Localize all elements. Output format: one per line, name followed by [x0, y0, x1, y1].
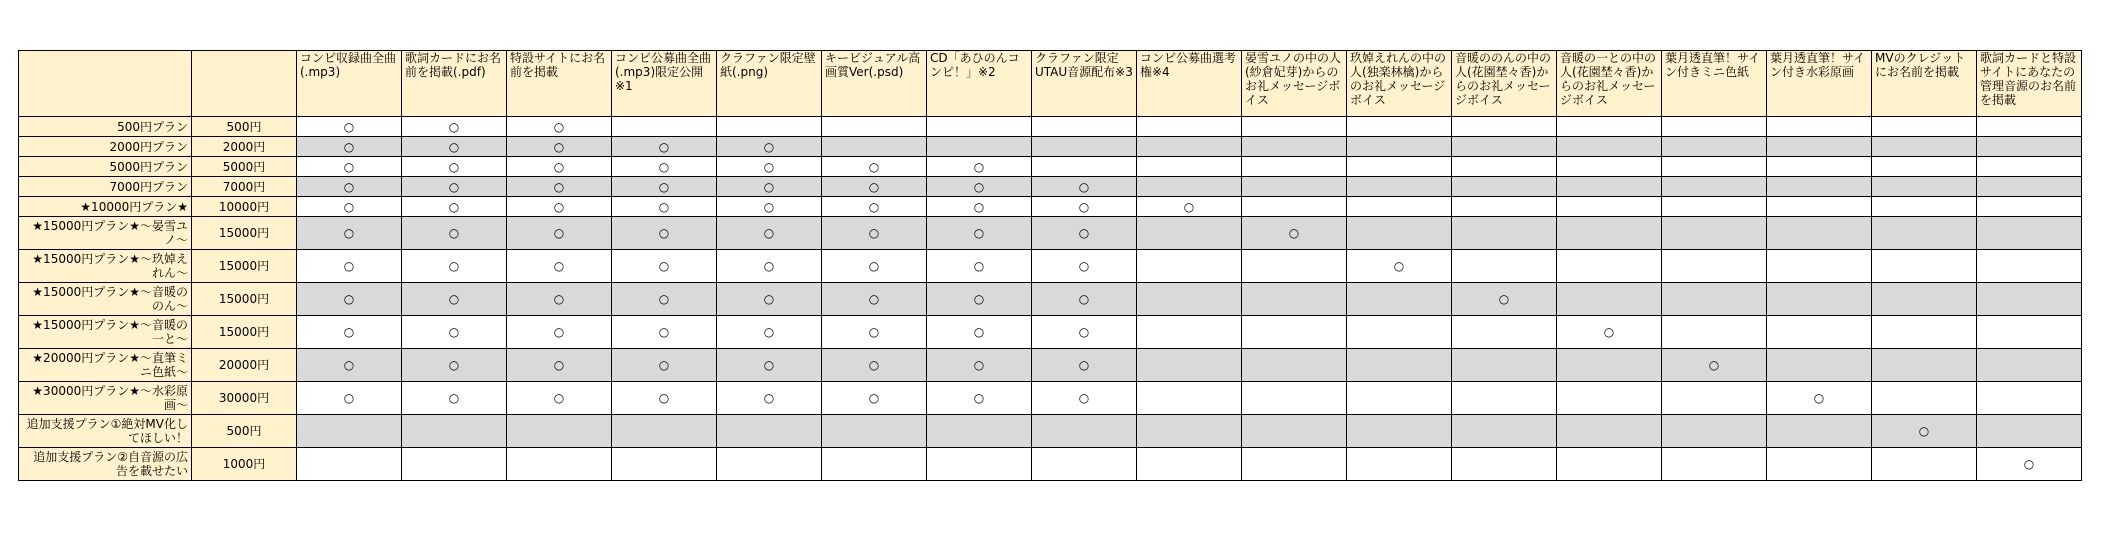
included-mark-cell[interactable]: ○ [1767, 382, 1872, 415]
empty-cell[interactable] [1872, 177, 1977, 197]
included-mark-cell[interactable]: ○ [507, 349, 612, 382]
empty-cell[interactable] [1557, 250, 1662, 283]
empty-cell[interactable] [1242, 382, 1347, 415]
included-mark-cell[interactable]: ○ [402, 283, 507, 316]
empty-cell[interactable] [1977, 250, 2082, 283]
empty-cell[interactable] [1662, 316, 1767, 349]
included-mark-cell[interactable]: ○ [612, 283, 717, 316]
empty-cell[interactable] [822, 448, 927, 481]
empty-cell[interactable] [717, 415, 822, 448]
plan-name-cell[interactable]: ★15000円プラン★～音暖ののん～ [19, 283, 192, 316]
empty-cell[interactable] [1137, 157, 1242, 177]
table-row [19, 157, 2082, 177]
empty-cell[interactable] [1242, 316, 1347, 349]
plan-price-cell[interactable]: 15000円 [192, 283, 297, 316]
empty-cell[interactable] [1557, 157, 1662, 177]
empty-cell[interactable] [1452, 197, 1557, 217]
table-row [19, 197, 2082, 217]
plan-price-cell[interactable]: 2000円 [192, 137, 297, 157]
plan-name-cell[interactable]: 追加支援プラン②自音源の広告を載せたい [19, 448, 192, 481]
column-header[interactable]: クラファン限定壁紙(.png) [717, 51, 822, 117]
empty-cell[interactable] [1872, 197, 1977, 217]
included-mark-cell[interactable]: ○ [822, 250, 927, 283]
empty-cell[interactable] [1767, 217, 1872, 250]
included-mark-cell[interactable]: ○ [717, 217, 822, 250]
empty-cell[interactable] [1137, 448, 1242, 481]
included-mark-cell[interactable]: ○ [402, 197, 507, 217]
empty-cell[interactable] [1767, 197, 1872, 217]
corner-cell-plan[interactable] [19, 51, 192, 117]
included-mark-cell[interactable]: ○ [507, 157, 612, 177]
empty-cell[interactable] [1347, 217, 1452, 250]
empty-cell[interactable] [1242, 117, 1347, 137]
empty-cell[interactable] [1032, 448, 1137, 481]
empty-cell[interactable] [1242, 197, 1347, 217]
included-mark-cell[interactable]: ○ [402, 137, 507, 157]
empty-cell[interactable] [1347, 448, 1452, 481]
empty-cell[interactable] [1242, 448, 1347, 481]
included-mark-cell[interactable]: ○ [1032, 316, 1137, 349]
empty-cell[interactable] [1137, 177, 1242, 197]
empty-cell[interactable] [1977, 349, 2082, 382]
empty-cell[interactable] [927, 448, 1032, 481]
empty-cell[interactable] [1872, 283, 1977, 316]
empty-cell[interactable] [507, 415, 612, 448]
plan-price-cell[interactable]: 30000円 [192, 382, 297, 415]
included-mark-cell[interactable]: ○ [1032, 349, 1137, 382]
included-mark-cell[interactable]: ○ [927, 250, 1032, 283]
included-mark-cell[interactable]: ○ [402, 177, 507, 197]
included-mark-cell[interactable]: ○ [1032, 177, 1137, 197]
included-mark-cell[interactable]: ○ [717, 283, 822, 316]
empty-cell[interactable] [1137, 349, 1242, 382]
empty-cell[interactable] [1662, 448, 1767, 481]
included-mark-cell[interactable]: ○ [402, 157, 507, 177]
table-row [19, 283, 2082, 316]
included-mark-cell[interactable]: ○ [1032, 283, 1137, 316]
empty-cell[interactable] [1242, 415, 1347, 448]
empty-cell[interactable] [1977, 117, 2082, 137]
included-mark-cell[interactable]: ○ [612, 349, 717, 382]
empty-cell[interactable] [1767, 415, 1872, 448]
empty-cell[interactable] [1767, 157, 1872, 177]
included-mark-cell[interactable]: ○ [297, 117, 402, 137]
included-mark-cell[interactable]: ○ [1872, 415, 1977, 448]
plan-comparison-table [18, 50, 2082, 481]
empty-cell[interactable] [1452, 349, 1557, 382]
empty-cell[interactable] [1662, 217, 1767, 250]
table-row [19, 349, 2082, 382]
included-mark-cell[interactable]: ○ [927, 217, 1032, 250]
included-mark-cell[interactable]: ○ [1662, 349, 1767, 382]
included-mark-cell[interactable]: ○ [717, 177, 822, 197]
empty-cell[interactable] [927, 415, 1032, 448]
included-mark-cell[interactable]: ○ [297, 217, 402, 250]
empty-cell[interactable] [1137, 117, 1242, 137]
empty-cell[interactable] [1662, 250, 1767, 283]
plan-price-cell[interactable]: 500円 [192, 415, 297, 448]
empty-cell[interactable] [1662, 137, 1767, 157]
included-mark-cell[interactable]: ○ [402, 217, 507, 250]
empty-cell[interactable] [1557, 448, 1662, 481]
included-mark-cell[interactable]: ○ [822, 197, 927, 217]
empty-cell[interactable] [1347, 349, 1452, 382]
empty-cell[interactable] [927, 137, 1032, 157]
empty-cell[interactable] [1557, 117, 1662, 137]
empty-cell[interactable] [1767, 316, 1872, 349]
empty-cell[interactable] [1452, 217, 1557, 250]
included-mark-cell[interactable]: ○ [402, 316, 507, 349]
empty-cell[interactable] [1977, 283, 2082, 316]
plan-name-cell[interactable]: 500円プラン [19, 117, 192, 137]
included-mark-cell[interactable]: ○ [927, 349, 1032, 382]
plan-name-cell[interactable]: ★10000円プラン★ [19, 197, 192, 217]
corner-cell-price[interactable] [192, 51, 297, 117]
included-mark-cell[interactable]: ○ [717, 197, 822, 217]
included-mark-cell[interactable]: ○ [612, 157, 717, 177]
empty-cell[interactable] [1452, 382, 1557, 415]
empty-cell[interactable] [1137, 137, 1242, 157]
empty-cell[interactable] [1137, 316, 1242, 349]
included-mark-cell[interactable]: ○ [822, 349, 927, 382]
plan-name-cell[interactable]: 5000円プラン [19, 157, 192, 177]
empty-cell[interactable] [1347, 137, 1452, 157]
plan-name-cell[interactable]: 7000円プラン [19, 177, 192, 197]
empty-cell[interactable] [1767, 250, 1872, 283]
included-mark-cell[interactable]: ○ [822, 316, 927, 349]
empty-cell[interactable] [612, 415, 717, 448]
included-mark-cell[interactable]: ○ [1557, 316, 1662, 349]
included-mark-cell[interactable]: ○ [717, 316, 822, 349]
included-mark-cell[interactable]: ○ [612, 382, 717, 415]
empty-cell[interactable] [1977, 316, 2082, 349]
included-mark-cell[interactable]: ○ [717, 382, 822, 415]
empty-cell[interactable] [1767, 117, 1872, 137]
plan-name-cell[interactable]: ★15000円プラン★～音暖の一と～ [19, 316, 192, 349]
table-row [19, 250, 2082, 283]
plan-price-cell[interactable]: 15000円 [192, 250, 297, 283]
empty-cell[interactable] [1977, 382, 2082, 415]
empty-cell[interactable] [1452, 137, 1557, 157]
included-mark-cell[interactable]: ○ [927, 197, 1032, 217]
included-mark-cell[interactable]: ○ [717, 349, 822, 382]
empty-cell[interactable] [1662, 283, 1767, 316]
empty-cell[interactable] [1557, 177, 1662, 197]
empty-cell[interactable] [297, 415, 402, 448]
included-mark-cell[interactable]: ○ [1347, 250, 1452, 283]
empty-cell[interactable] [1347, 316, 1452, 349]
empty-cell[interactable] [1557, 283, 1662, 316]
empty-cell[interactable] [822, 137, 927, 157]
empty-cell[interactable] [1767, 283, 1872, 316]
included-mark-cell[interactable]: ○ [1977, 448, 2082, 481]
empty-cell[interactable] [1347, 117, 1452, 137]
table-row [19, 382, 2082, 415]
spreadsheet-area [18, 50, 2082, 481]
included-mark-cell[interactable]: ○ [402, 349, 507, 382]
included-mark-cell[interactable]: ○ [507, 316, 612, 349]
empty-cell[interactable] [1977, 415, 2082, 448]
empty-cell[interactable] [612, 448, 717, 481]
included-mark-cell[interactable]: ○ [507, 117, 612, 137]
included-mark-cell[interactable]: ○ [297, 157, 402, 177]
included-mark-cell[interactable]: ○ [402, 382, 507, 415]
included-mark-cell[interactable]: ○ [1137, 197, 1242, 217]
empty-cell[interactable] [822, 117, 927, 137]
column-header[interactable]: クラファン限定UTAU音源配布※3 [1032, 51, 1137, 117]
included-mark-cell[interactable]: ○ [1452, 283, 1557, 316]
included-mark-cell[interactable]: ○ [297, 316, 402, 349]
empty-cell[interactable] [1347, 382, 1452, 415]
empty-cell[interactable] [1242, 177, 1347, 197]
empty-cell[interactable] [1032, 157, 1137, 177]
included-mark-cell[interactable]: ○ [822, 283, 927, 316]
empty-cell[interactable] [1347, 415, 1452, 448]
column-header[interactable]: 玖婥えれんの中の人(独楽林檎)からのお礼メッセージボイス [1347, 51, 1452, 117]
plan-name-cell[interactable]: ★15000円プラン★～玖婥えれん～ [19, 250, 192, 283]
empty-cell[interactable] [1872, 382, 1977, 415]
empty-cell[interactable] [717, 117, 822, 137]
table-row [19, 217, 2082, 250]
empty-cell[interactable] [1662, 197, 1767, 217]
empty-cell[interactable] [1347, 177, 1452, 197]
plan-name-cell[interactable]: 2000円プラン [19, 137, 192, 157]
empty-cell[interactable] [1452, 177, 1557, 197]
column-header[interactable]: キービジュアル高画質Ver(.psd) [822, 51, 927, 117]
empty-cell[interactable] [1767, 177, 1872, 197]
included-mark-cell[interactable]: ○ [927, 382, 1032, 415]
empty-cell[interactable] [1557, 137, 1662, 157]
column-header[interactable]: MVのクレジットにお名前を掲載 [1872, 51, 1977, 117]
included-mark-cell[interactable]: ○ [297, 349, 402, 382]
included-mark-cell[interactable]: ○ [1032, 250, 1137, 283]
empty-cell[interactable] [1452, 448, 1557, 481]
empty-cell[interactable] [1452, 157, 1557, 177]
empty-cell[interactable] [1347, 197, 1452, 217]
included-mark-cell[interactable]: ○ [297, 137, 402, 157]
included-mark-cell[interactable]: ○ [822, 217, 927, 250]
empty-cell[interactable] [1452, 250, 1557, 283]
plan-price-cell[interactable]: 500円 [192, 117, 297, 137]
included-mark-cell[interactable]: ○ [927, 157, 1032, 177]
empty-cell[interactable] [1662, 415, 1767, 448]
empty-cell[interactable] [1662, 382, 1767, 415]
included-mark-cell[interactable]: ○ [717, 137, 822, 157]
column-header[interactable]: 音暖ののんの中の人(花園埜々香)からのお礼メッセージボイス [1452, 51, 1557, 117]
table-row [19, 448, 2082, 481]
column-header[interactable]: コンピ公募曲選考権※4 [1137, 51, 1242, 117]
empty-cell[interactable] [1137, 382, 1242, 415]
table-row [19, 137, 2082, 157]
plan-price-cell[interactable]: 5000円 [192, 157, 297, 177]
empty-cell[interactable] [297, 448, 402, 481]
included-mark-cell[interactable]: ○ [1032, 382, 1137, 415]
empty-cell[interactable] [1452, 415, 1557, 448]
included-mark-cell[interactable]: ○ [507, 197, 612, 217]
included-mark-cell[interactable]: ○ [297, 250, 402, 283]
plan-price-cell[interactable]: 7000円 [192, 177, 297, 197]
header-row [19, 51, 2082, 117]
empty-cell[interactable] [1242, 157, 1347, 177]
included-mark-cell[interactable]: ○ [402, 117, 507, 137]
empty-cell[interactable] [1977, 137, 2082, 157]
plan-name-cell[interactable]: ★30000円プラン★～水彩原画～ [19, 382, 192, 415]
included-mark-cell[interactable]: ○ [1032, 217, 1137, 250]
included-mark-cell[interactable]: ○ [717, 250, 822, 283]
empty-cell[interactable] [1662, 177, 1767, 197]
empty-cell[interactable] [1872, 117, 1977, 137]
empty-cell[interactable] [717, 448, 822, 481]
table-row [19, 316, 2082, 349]
empty-cell[interactable] [1662, 157, 1767, 177]
included-mark-cell[interactable]: ○ [717, 157, 822, 177]
table-row [19, 177, 2082, 197]
column-header[interactable]: 特設サイトにお名前を掲載 [507, 51, 612, 117]
empty-cell[interactable] [1872, 349, 1977, 382]
included-mark-cell[interactable]: ○ [507, 217, 612, 250]
empty-cell[interactable] [1242, 283, 1347, 316]
empty-cell[interactable] [1557, 197, 1662, 217]
plan-name-cell[interactable]: ★20000円プラン★～直筆ミニ色紙～ [19, 349, 192, 382]
empty-cell[interactable] [1872, 250, 1977, 283]
empty-cell[interactable] [1032, 117, 1137, 137]
included-mark-cell[interactable]: ○ [612, 177, 717, 197]
included-mark-cell[interactable]: ○ [507, 283, 612, 316]
plan-price-cell[interactable]: 15000円 [192, 316, 297, 349]
empty-cell[interactable] [402, 415, 507, 448]
included-mark-cell[interactable]: ○ [612, 137, 717, 157]
included-mark-cell[interactable]: ○ [507, 382, 612, 415]
empty-cell[interactable] [1557, 217, 1662, 250]
empty-cell[interactable] [822, 415, 927, 448]
column-header[interactable]: 歌詞カードにお名前を掲載(.pdf) [402, 51, 507, 117]
empty-cell[interactable] [1557, 349, 1662, 382]
column-header[interactable]: コンピ収録曲全曲(.mp3) [297, 51, 402, 117]
included-mark-cell[interactable]: ○ [612, 217, 717, 250]
empty-cell[interactable] [1872, 316, 1977, 349]
column-header[interactable]: 晏雪ユノの中の人(紗倉妃芽)からのお礼メッセージボイス [1242, 51, 1347, 117]
column-header[interactable]: 音暖の一との中の人(花園埜々香)からのお礼メッセージボイス [1557, 51, 1662, 117]
included-mark-cell[interactable]: ○ [1242, 217, 1347, 250]
empty-cell[interactable] [1137, 415, 1242, 448]
empty-cell[interactable] [1242, 250, 1347, 283]
empty-cell[interactable] [1137, 250, 1242, 283]
empty-cell[interactable] [1347, 283, 1452, 316]
included-mark-cell[interactable]: ○ [927, 177, 1032, 197]
table-row [19, 415, 2082, 448]
empty-cell[interactable] [1977, 177, 2082, 197]
empty-cell[interactable] [1767, 448, 1872, 481]
empty-cell[interactable] [1137, 217, 1242, 250]
empty-cell[interactable] [927, 117, 1032, 137]
empty-cell[interactable] [1242, 137, 1347, 157]
included-mark-cell[interactable]: ○ [507, 137, 612, 157]
empty-cell[interactable] [1032, 415, 1137, 448]
plan-price-cell[interactable]: 20000円 [192, 349, 297, 382]
included-mark-cell[interactable]: ○ [402, 250, 507, 283]
empty-cell[interactable] [1977, 197, 2082, 217]
included-mark-cell[interactable]: ○ [612, 197, 717, 217]
empty-cell[interactable] [1872, 137, 1977, 157]
empty-cell[interactable] [402, 448, 507, 481]
empty-cell[interactable] [1557, 415, 1662, 448]
included-mark-cell[interactable]: ○ [927, 316, 1032, 349]
plan-price-cell[interactable]: 1000円 [192, 448, 297, 481]
included-mark-cell[interactable]: ○ [612, 316, 717, 349]
plan-price-cell[interactable]: 15000円 [192, 217, 297, 250]
column-header[interactable]: CD「あひのんコンピ！」※2 [927, 51, 1032, 117]
empty-cell[interactable] [1452, 117, 1557, 137]
empty-cell[interactable] [1242, 349, 1347, 382]
empty-cell[interactable] [1767, 349, 1872, 382]
plan-name-cell[interactable]: 追加支援プラン①絶対MV化してほしい！ [19, 415, 192, 448]
column-header[interactable]: 葉月透直筆！サイン付きミニ色紙 [1662, 51, 1767, 117]
table-row [19, 117, 2082, 137]
included-mark-cell[interactable]: ○ [1032, 197, 1137, 217]
included-mark-cell[interactable]: ○ [297, 283, 402, 316]
empty-cell[interactable] [1347, 157, 1452, 177]
empty-cell[interactable] [1557, 382, 1662, 415]
included-mark-cell[interactable]: ○ [822, 382, 927, 415]
empty-cell[interactable] [1137, 283, 1242, 316]
included-mark-cell[interactable]: ○ [822, 177, 927, 197]
empty-cell[interactable] [1032, 137, 1137, 157]
empty-cell[interactable] [1872, 217, 1977, 250]
empty-cell[interactable] [507, 448, 612, 481]
empty-cell[interactable] [612, 117, 717, 137]
empty-cell[interactable] [1977, 157, 2082, 177]
included-mark-cell[interactable]: ○ [297, 197, 402, 217]
included-mark-cell[interactable]: ○ [297, 177, 402, 197]
column-header[interactable]: 葉月透直筆！サイン付き水彩原画 [1767, 51, 1872, 117]
included-mark-cell[interactable]: ○ [612, 250, 717, 283]
included-mark-cell[interactable]: ○ [297, 382, 402, 415]
included-mark-cell[interactable]: ○ [507, 177, 612, 197]
empty-cell[interactable] [1977, 217, 2082, 250]
included-mark-cell[interactable]: ○ [927, 283, 1032, 316]
included-mark-cell[interactable]: ○ [507, 250, 612, 283]
plan-name-cell[interactable]: ★15000円プラン★～晏雪ユノ～ [19, 217, 192, 250]
empty-cell[interactable] [1767, 137, 1872, 157]
plan-price-cell[interactable]: 10000円 [192, 197, 297, 217]
empty-cell[interactable] [1452, 316, 1557, 349]
empty-cell[interactable] [1872, 448, 1977, 481]
column-header[interactable]: コンピ公募曲全曲(.mp3)限定公開※1 [612, 51, 717, 117]
column-header[interactable]: 歌詞カードと特設サイトにあなたの管理音源のお名前を掲載 [1977, 51, 2082, 117]
empty-cell[interactable] [1662, 117, 1767, 137]
included-mark-cell[interactable]: ○ [822, 157, 927, 177]
empty-cell[interactable] [1872, 157, 1977, 177]
